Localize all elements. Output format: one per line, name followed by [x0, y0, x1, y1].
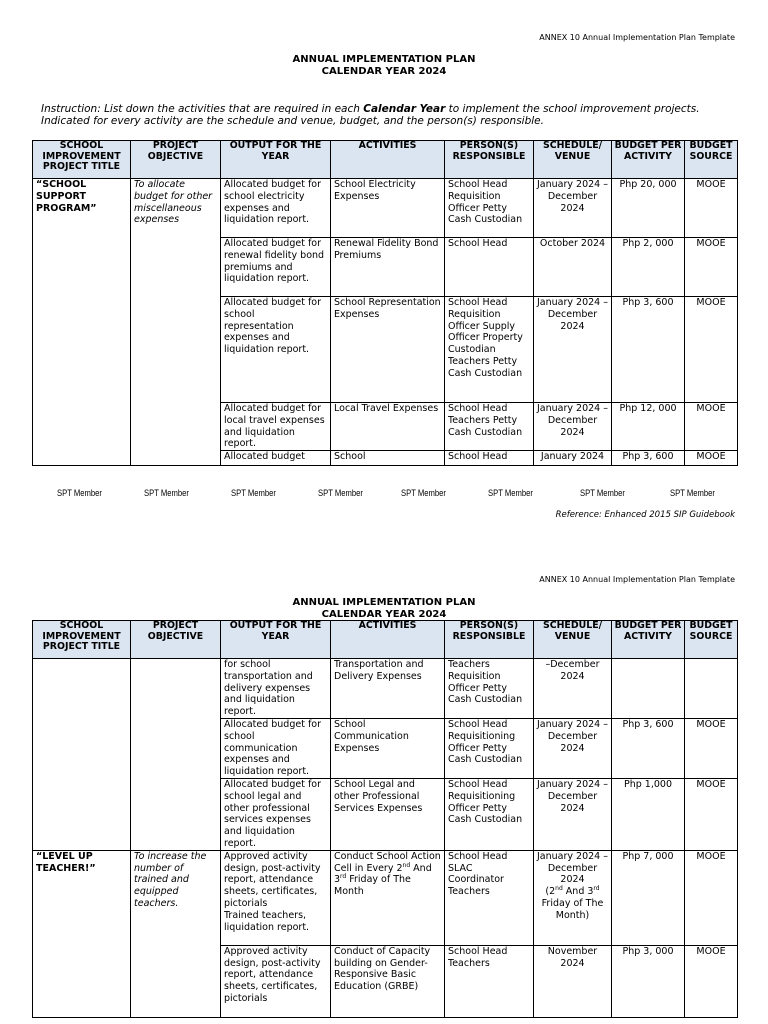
schedule-cell: January 2024	[534, 451, 612, 466]
instruction-text: Instruction: List down the activities that are required in each Calendar Year to implement the school improvement projects. Indicated for every activity are the schedule and venue, budget, and the person(s) responsible.	[41, 103, 700, 127]
source-cell: MOOE	[685, 297, 738, 403]
header-persons: PERSON(S) RESPONSIBLE	[445, 621, 534, 659]
source-cell: MOOE	[685, 718, 738, 778]
output-cell: Approved activity design, post-activity report, attendance sheets, certificates, pictorials Trained teachers, liquidation report.	[221, 850, 331, 945]
budget-cell	[612, 659, 685, 719]
budget-cell: Php 7, 000	[612, 850, 685, 945]
persons-cell: School Head SLAC Coordinator Teachers	[445, 850, 534, 945]
budget-cell: Php 3, 600	[612, 718, 685, 778]
plan-table-page2	[32, 620, 738, 1018]
table-row	[33, 850, 738, 945]
title-line2: CALENDAR YEAR 2024	[321, 66, 447, 77]
persons-cell: School Head Requisition Officer Petty Cash Custodian	[445, 179, 534, 238]
annex-label: ANNEX 10 Annual Implementation Plan Template	[539, 33, 735, 42]
project-title-cell: “LEVEL UP TEACHER!”	[33, 850, 131, 1017]
activity-cell: Renewal Fidelity Bond Premiums	[331, 238, 445, 297]
schedule-cell: November 2024	[534, 945, 612, 1017]
budget-cell: Php 3, 000	[612, 945, 685, 1017]
signature-label: SPT Member	[580, 488, 625, 498]
project-objective-cell: To allocate budget for other miscellaneous expenses	[131, 179, 221, 466]
source-cell: MOOE	[685, 850, 738, 945]
signature-label: SPT Member	[318, 488, 363, 498]
schedule-cell: October 2024	[534, 238, 612, 297]
source-cell: MOOE	[685, 179, 738, 238]
source-cell: MOOE	[685, 238, 738, 297]
activity-cell: Conduct School Action Cell in Every 2nd And 3rd Friday of The Month	[331, 850, 445, 945]
budget-cell: Php 1,000	[612, 778, 685, 850]
output-cell: Allocated budget for school legal and other professional services expenses and liquidation report.	[221, 778, 331, 850]
header-persons: PERSON(S) RESPONSIBLE	[445, 141, 534, 179]
output-cell: Allocated budget for school representation expenses and liquidation report.	[221, 297, 331, 403]
header-objective: PROJECT OBJECTIVE	[131, 621, 221, 659]
header-schedule: SCHEDULE/ VENUE	[534, 141, 612, 179]
activity-cell: Transportation and Delivery Expenses	[331, 659, 445, 719]
schedule-cell: January 2024 –December 2024 (2nd And 3rd Friday of The Month)	[534, 850, 612, 945]
activity-cell: School Representation Expenses	[331, 297, 445, 403]
header-source: BUDGET SOURCE	[685, 141, 738, 179]
budget-cell: Php 3, 600	[612, 451, 685, 466]
project-objective-cell	[131, 659, 221, 851]
title-line1: ANNUAL IMPLEMENTATION PLAN	[292, 54, 476, 65]
output-cell: Allocated budget	[221, 451, 331, 466]
signature-label: SPT Member	[670, 488, 715, 498]
activity-cell: Conduct of Capacity building on Gender-Responsive Basic Education (GRBE)	[331, 945, 445, 1017]
project-title-cell: “SCHOOL SUPPORT PROGRAM”	[33, 179, 131, 466]
activity-cell: Local Travel Expenses	[331, 403, 445, 451]
signature-label: SPT Member	[144, 488, 189, 498]
project-title-cell	[33, 659, 131, 851]
table-row	[33, 179, 738, 238]
signature-label: SPT Member	[57, 488, 102, 498]
header-activities: ACTIVITIES	[331, 621, 445, 659]
persons-cell: School Head Requisitioning Officer Petty Cash Custodian	[445, 778, 534, 850]
signature-label: SPT Member	[231, 488, 276, 498]
signature-label: SPT Member	[488, 488, 533, 498]
header-row	[33, 141, 738, 179]
plan-title	[0, 597, 768, 621]
table-row	[33, 659, 738, 719]
plan-title	[0, 54, 768, 78]
output-cell: Approved activity design, post-activity report, attendance sheets, certificates, pictorials	[221, 945, 331, 1017]
source-cell: MOOE	[685, 945, 738, 1017]
persons-cell: School Head Teachers Petty Cash Custodian	[445, 403, 534, 451]
source-cell: MOOE	[685, 403, 738, 451]
header-output: OUTPUT FOR THE YEAR	[221, 141, 331, 179]
schedule-cell: January 2024 –December 2024	[534, 297, 612, 403]
header-activities: ACTIVITIES	[331, 141, 445, 179]
header-budget: BUDGET PER ACTIVITY	[612, 621, 685, 659]
activity-cell: School Legal and other Professional Services Expenses	[331, 778, 445, 850]
source-cell	[685, 659, 738, 719]
persons-cell: School Head Requisitioning Officer Petty Cash Custodian	[445, 718, 534, 778]
header-project-title: SCHOOL IMPROVEMENT PROJECT TITLE	[33, 141, 131, 179]
schedule-cell: January 2024 –December 2024	[534, 403, 612, 451]
title-line1: ANNUAL IMPLEMENTATION PLAN	[292, 597, 476, 608]
activity-cell: School	[331, 451, 445, 466]
annex-label: ANNEX 10 Annual Implementation Plan Template	[539, 575, 735, 584]
header-project-title: SCHOOL IMPROVEMENT PROJECT TITLE	[33, 621, 131, 659]
schedule-cell: January 2024 –December 2024	[534, 179, 612, 238]
budget-cell: Php 20, 000	[612, 179, 685, 238]
activity-cell: School Communication Expenses	[331, 718, 445, 778]
source-cell: MOOE	[685, 451, 738, 466]
reference-note: Reference: Enhanced 2015 SIP Guidebook	[555, 510, 735, 520]
activity-cell: School Electricity Expenses	[331, 179, 445, 238]
header-budget: BUDGET PER ACTIVITY	[612, 141, 685, 179]
budget-cell: Php 2, 000	[612, 238, 685, 297]
schedule-cell: January 2024 –December 2024	[534, 778, 612, 850]
output-cell: Allocated budget for school communication expenses and liquidation report.	[221, 718, 331, 778]
project-objective-cell: To increase the number of trained and equipped teachers.	[131, 850, 221, 1017]
header-objective: PROJECT OBJECTIVE	[131, 141, 221, 179]
title-line2: CALENDAR YEAR 2024	[321, 609, 447, 620]
output-cell: Allocated budget for renewal fidelity bond premiums and liquidation report.	[221, 238, 331, 297]
output-cell: for school transportation and delivery expenses and liquidation report.	[221, 659, 331, 719]
budget-cell: Php 12, 000	[612, 403, 685, 451]
plan-table-page1	[32, 140, 738, 466]
persons-cell: School Head Teachers	[445, 945, 534, 1017]
header-source: BUDGET SOURCE	[685, 621, 738, 659]
output-cell: Allocated budget for local travel expenses and liquidation report.	[221, 403, 331, 451]
output-cell: Allocated budget for school electricity expenses and liquidation report.	[221, 179, 331, 238]
schedule-cell: –December 2024	[534, 659, 612, 719]
header-schedule: SCHEDULE/ VENUE	[534, 621, 612, 659]
header-row	[33, 621, 738, 659]
source-cell: MOOE	[685, 778, 738, 850]
persons-cell: School Head Requisition Officer Supply Officer Property Custodian Teachers Petty Cash Custodian	[445, 297, 534, 403]
signature-label: SPT Member	[401, 488, 446, 498]
header-output: OUTPUT FOR THE YEAR	[221, 621, 331, 659]
persons-cell: Teachers Requisition Officer Petty Cash Custodian	[445, 659, 534, 719]
budget-cell: Php 3, 600	[612, 297, 685, 403]
persons-cell: School Head	[445, 238, 534, 297]
schedule-cell: January 2024 –December 2024	[534, 718, 612, 778]
persons-cell: School Head	[445, 451, 534, 466]
